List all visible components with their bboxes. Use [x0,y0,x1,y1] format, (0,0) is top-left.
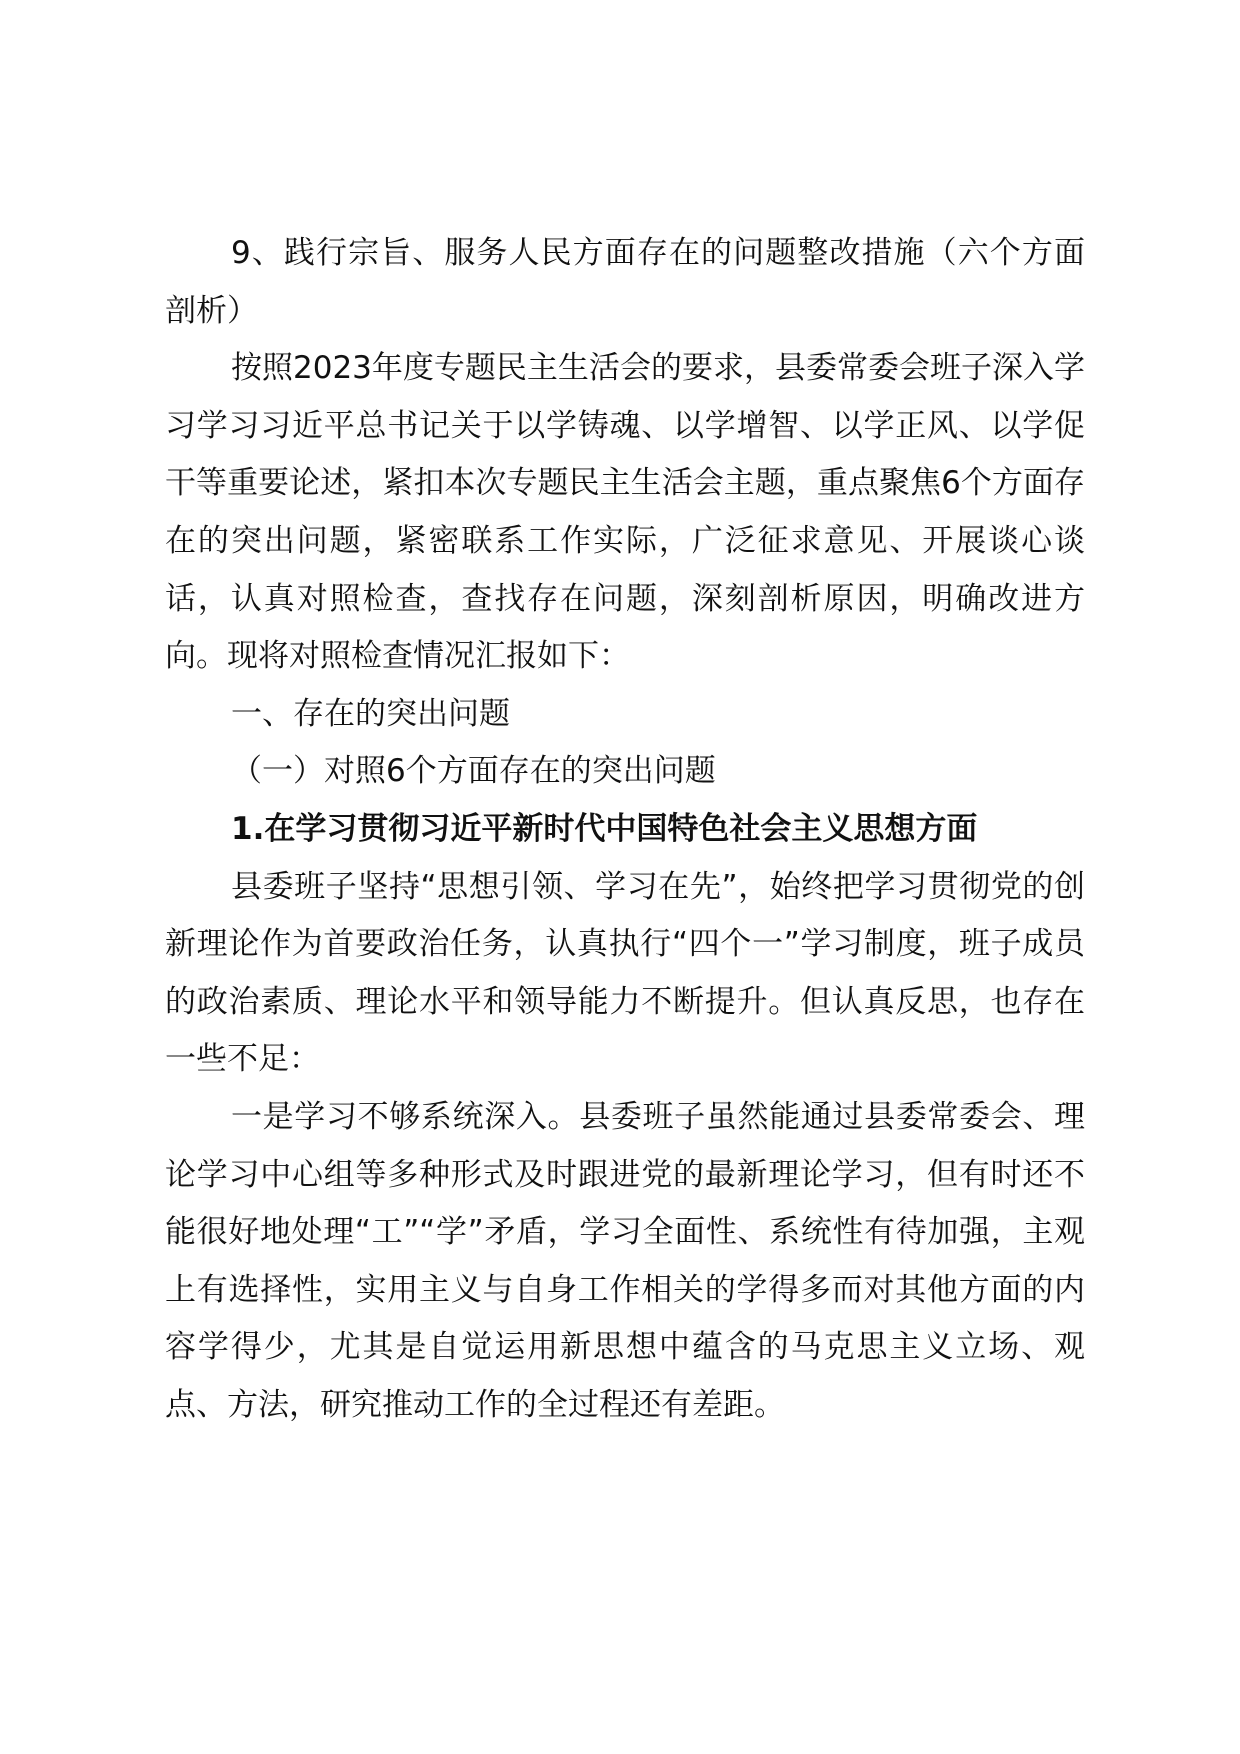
subsection-heading-1: （一）对照6个方面存在的突出问题 [231,753,716,790]
item-heading-1: 1.在学习贯彻习近平新时代中国特色社会主义思想方面 [231,810,978,847]
intro-paragraph: 按照2023年度专题民主生活会的要求，县委常委会班子深入学习学习习近平总书记关于以学铸魂、以学增智、以学正风、以学促干等重要论述，紧扣本次专题民主生活会主题，重点聚焦6个方面存在的突出问题，紧密联系工作实际，广泛征求意见、开展谈心谈话，认真对照检查，查找存在问题，深刻剖析原因，明确改进方向。现将对照检查情况汇报如下： [165,350,1085,675]
body-paragraph-2: 一是学习不够系统深入。县委班子虽然能通过县委常委会、理论学习中心组等多种形式及时跟进党的最新理论学习，但有时还不能很好地处理“工”“学”矛盾，学习全面性、系统性有待加强，主观上有选择性，实用主义与自身工作相关的学得多而对其他方面的内容学得少，尤其是自觉运用新思想中蕴含的马克思主义立场、观点、方法，研究推动工作的全过程还有差距。 [165,1098,1085,1423]
section-heading-1: 一、存在的突出问题 [231,695,510,732]
body-paragraph-1: 县委班子坚持“思想引领、学习在先”，始终把学习贯彻党的创新理论作为首要政治任务，认真执行“四个一”学习制度，班子成员的政治素质、理论水平和领导能力不断提升。但认真反思，也存在一些不足： [165,868,1085,1078]
document-title: 9、践行宗旨、服务人民方面存在的问题整改措施（六个方面剖析） [165,235,1085,329]
document-body [165,225,1085,1434]
